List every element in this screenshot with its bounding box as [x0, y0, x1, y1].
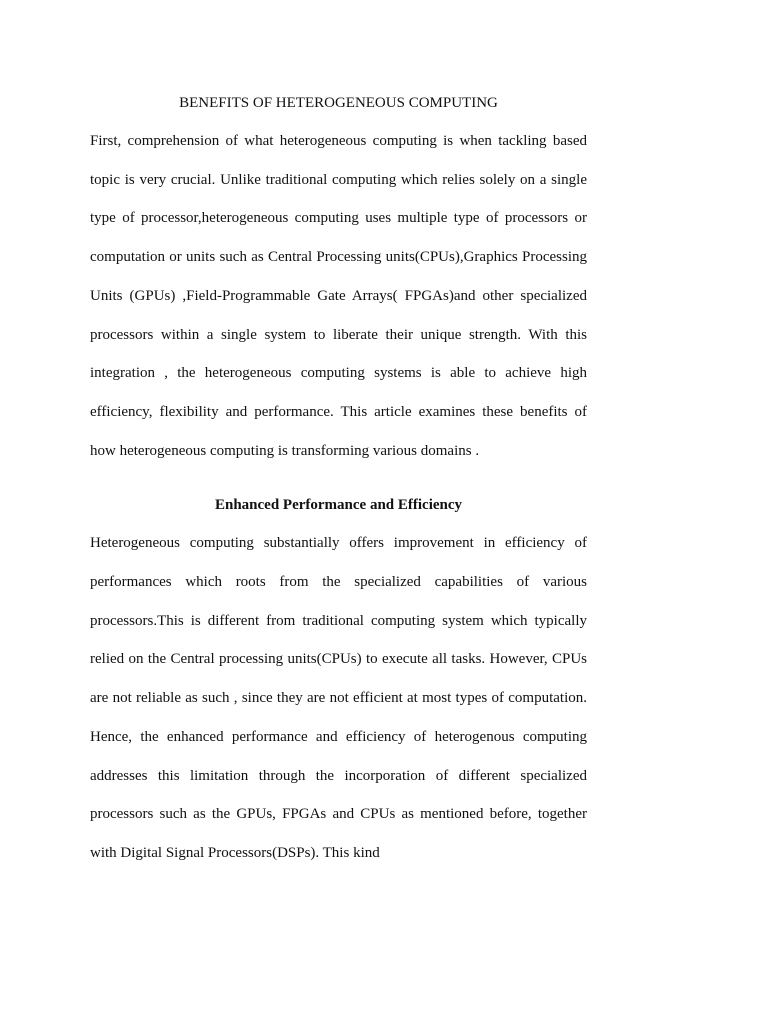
document-title: BENEFITS OF HETEROGENEOUS COMPUTING [179, 95, 498, 111]
section-heading: Enhanced Performance and Efficiency [214, 497, 463, 514]
section-paragraph: Heterogeneous computing substantially offers improvement in efficiency of performances which roots from the specialized capabilities of various processors.This is different from traditional computing system which typically relied on the Central processing units(CPUs) to execute all tasks. However, CPUs are not reliable as such , since they are not efficient at most types of computation. Hence, the enhanced performance and efficiency of heterogenous computing addresses this limitation through the incorporation of different specialized processors such as the GPUs, FPGAs and CPUs as mentioned before, together with Digital Signal Processors(DSPs). This kind [90, 535, 587, 861]
intro-paragraph: First, comprehension of what heterogeneous computing is when tackling based topic is very crucial. Unlike traditional computing which relies solely on a single type of processor,heterogeneous computing uses multiple type of processors or computation or units such as Central Processing units(CPUs),Graphics Processing Units (GPUs) ,Field-Programmable Gate Arrays( FPGAs)and other specialized processors within a single system to liberate their unique strength. With this integration , the heterogeneous computing systems is able to achieve high efficiency, flexibility and performance. This article examines these benefits of how heterogeneous computing is transforming various domains . [90, 133, 587, 459]
document-body [90, 92, 587, 873]
